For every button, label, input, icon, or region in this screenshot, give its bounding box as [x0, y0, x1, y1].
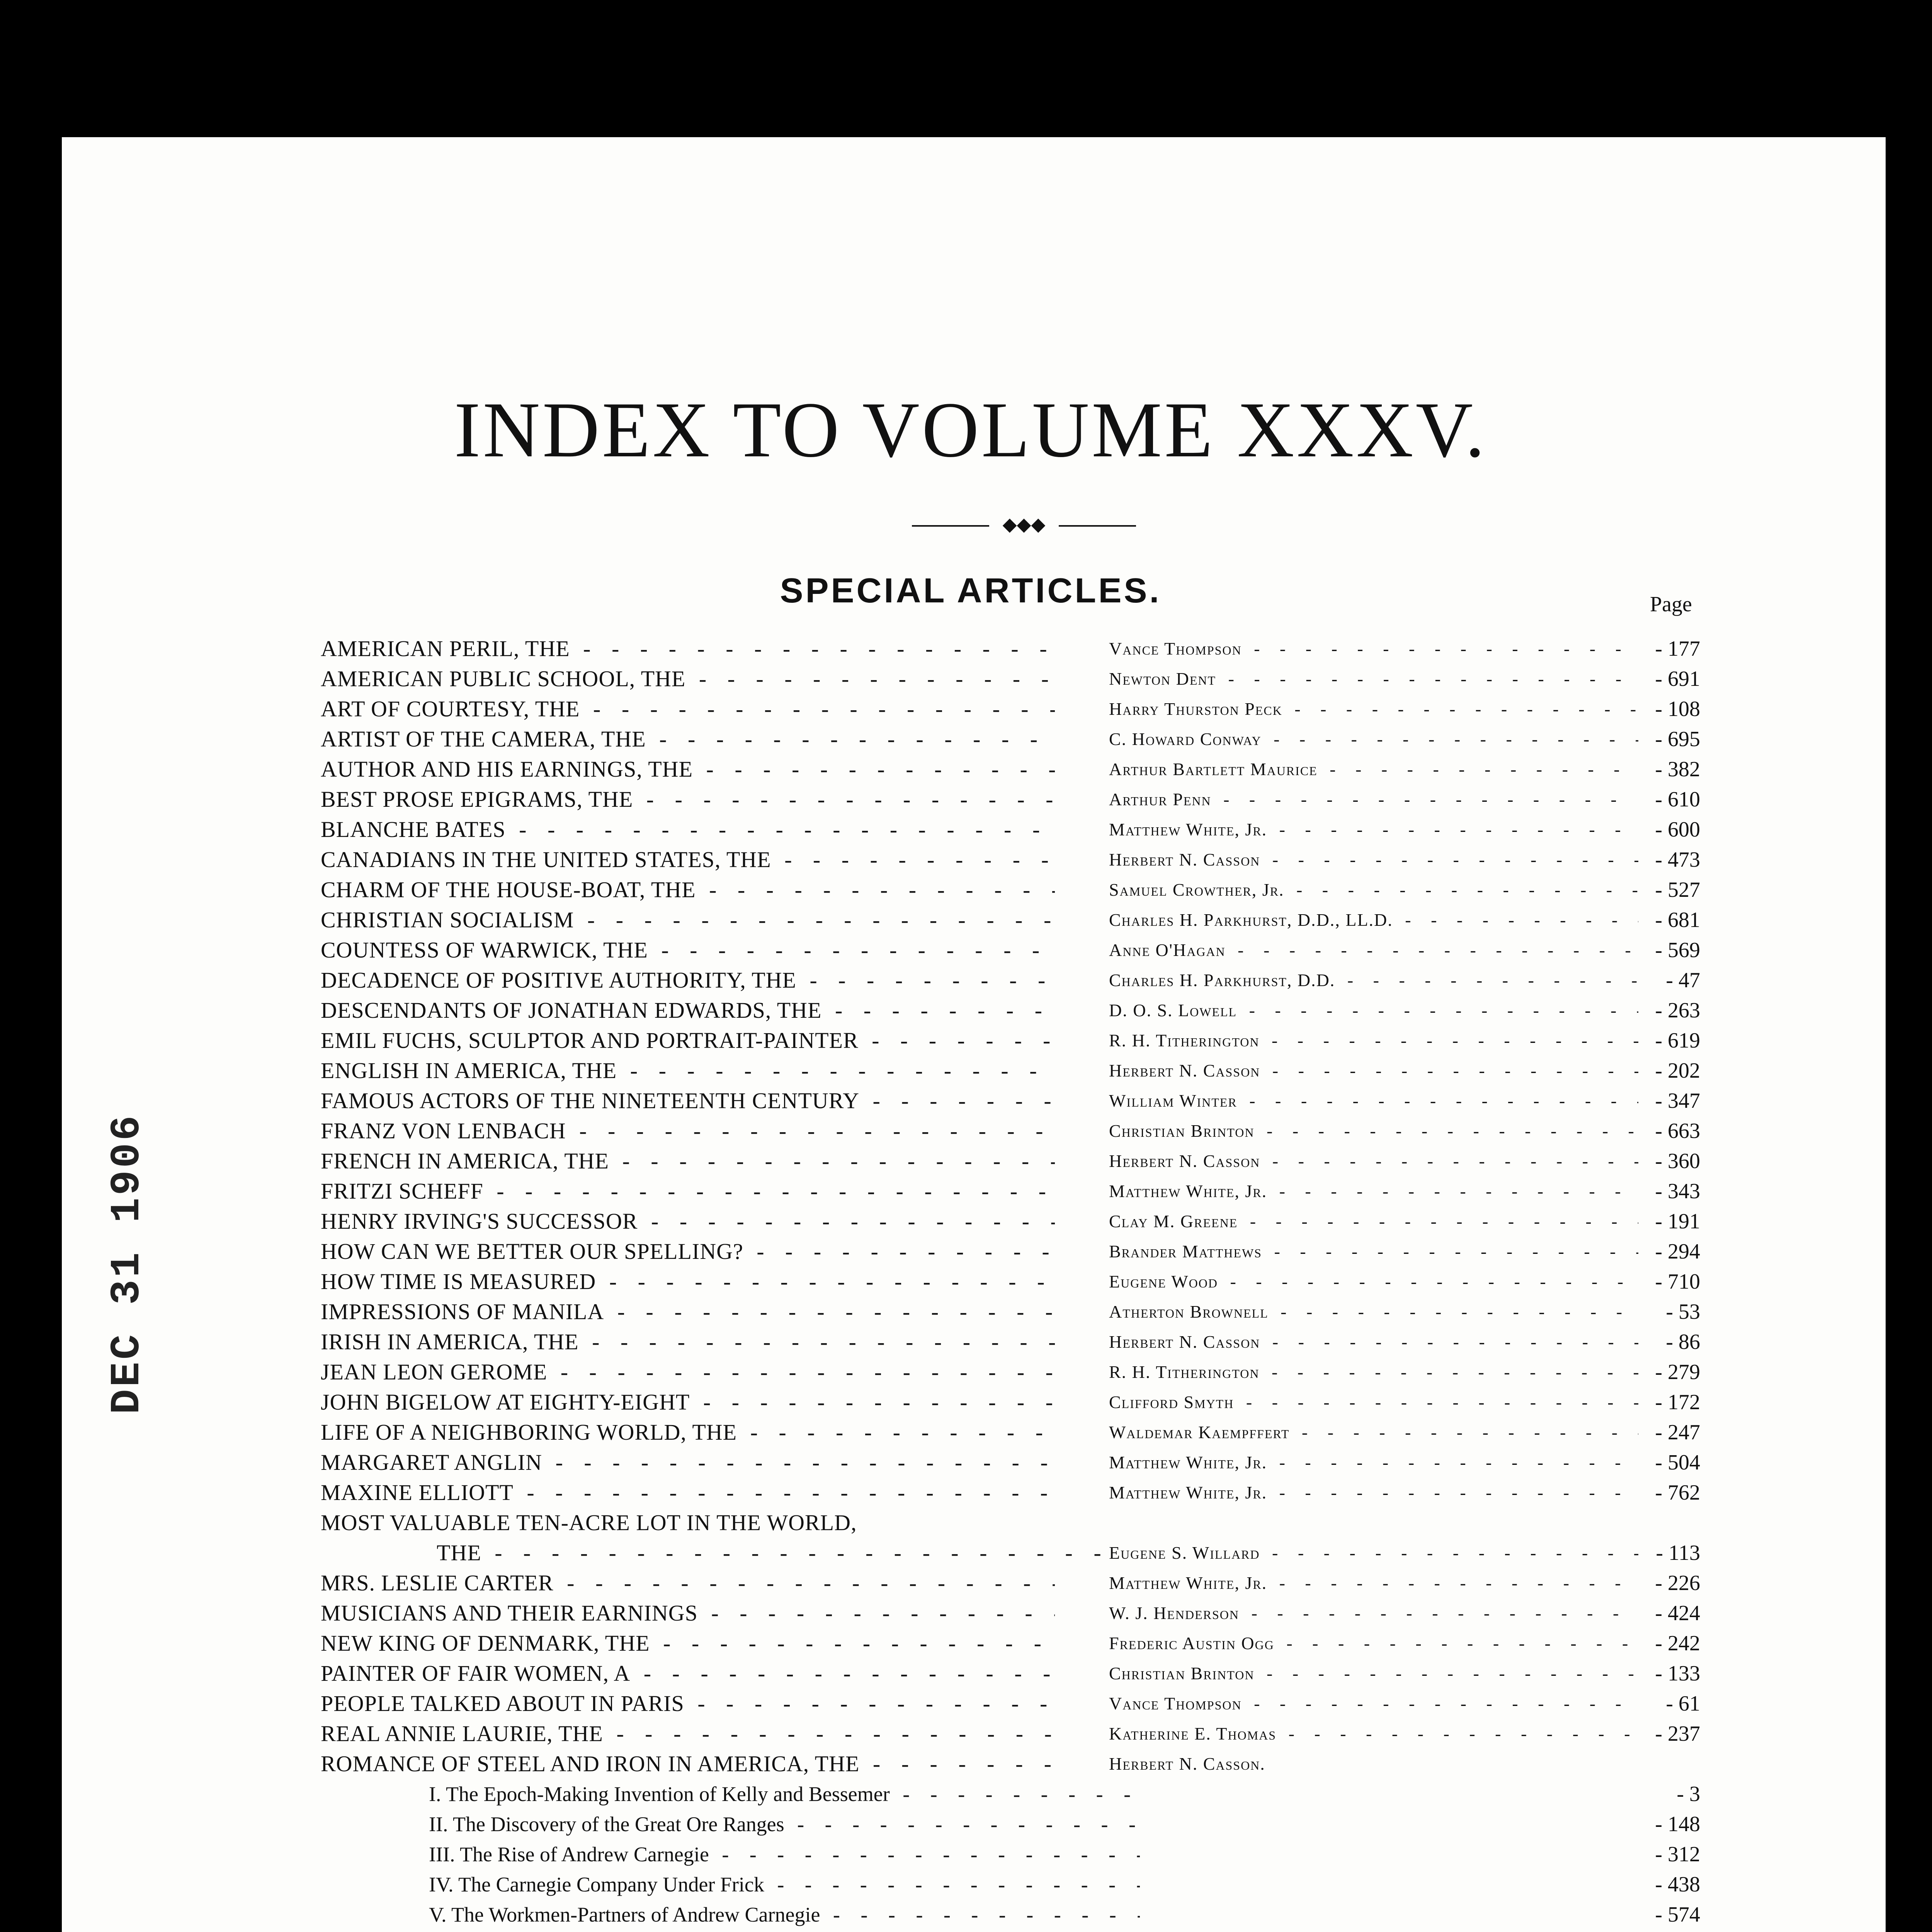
entry-page: - 247 [1631, 1417, 1700, 1447]
page-title: INDEX TO VOLUME XXXV. [454, 386, 1487, 474]
entry-page: - 172 [1631, 1387, 1700, 1417]
index-entry [0, 724, 1932, 754]
entry-author: Matthew White, Jr. - - [1109, 1478, 1638, 1508]
date-stamp: DEC 31 1906 [104, 1113, 151, 1414]
index-entry [0, 1267, 1932, 1297]
entry-title: I. The Epoch-Making Invention of Kelly and Bessemer - - [429, 1779, 1140, 1809]
entry-title: ARTIST OF THE CAMERA, THE - - [321, 724, 1055, 754]
index-entry [0, 875, 1932, 905]
entry-author: Arthur Penn - - [1109, 784, 1638, 815]
entry-author: Samuel Crowther, Jr. - - [1109, 875, 1638, 905]
index-entry [0, 995, 1932, 1026]
entry-page: - 504 [1631, 1447, 1700, 1478]
entry-author: Matthew White, Jr. - - [1109, 1176, 1638, 1206]
entry-page: - 312 [1631, 1839, 1700, 1869]
entry-title: BLANCHE BATES - - [321, 815, 1055, 845]
entry-page: - 133 [1631, 1658, 1700, 1689]
entry-author: W. J. Henderson - - [1109, 1598, 1638, 1628]
entry-author: Frederic Austin Ogg - - [1109, 1628, 1638, 1658]
entry-author: Katherine E. Thomas - - [1109, 1719, 1638, 1749]
entry-author: Eugene S. Willard - - [1109, 1538, 1638, 1568]
entry-page: - 202 [1631, 1056, 1700, 1086]
index-entry [0, 1930, 1932, 1932]
ornament-rule-left [912, 525, 989, 527]
entry-page: - 347 [1631, 1086, 1700, 1116]
entry-author: D. O. S. Lowell - - [1109, 995, 1638, 1026]
entry-title: FRENCH IN AMERICA, THE - - [321, 1146, 1055, 1176]
entry-title: III. The Rise of Andrew Carnegie - - [429, 1839, 1140, 1869]
entry-author: Harry Thurston Peck - - [1109, 694, 1638, 724]
entry-title: ART OF COURTESY, THE - - [321, 694, 1055, 724]
entry-author: Anne O'Hagan - - [1109, 935, 1638, 965]
entry-title: FAMOUS ACTORS OF THE NINETEENTH CENTURY - - [321, 1086, 1055, 1116]
entry-title: ROMANCE OF STEEL AND IRON IN AMERICA, THE - - [321, 1749, 1055, 1779]
index-entry [0, 1086, 1932, 1116]
index-entry [0, 1598, 1932, 1628]
entry-page: - 663 [1631, 1116, 1700, 1146]
index-entry [0, 1146, 1932, 1176]
entry-page: - 473 [1631, 845, 1700, 875]
index-entry [0, 1689, 1932, 1719]
entry-page: - 360 [1631, 1146, 1700, 1176]
index-entry [0, 1900, 1932, 1930]
entry-title: AMERICAN PUBLIC SCHOOL, THE - - [321, 664, 1055, 694]
entry-author: Eugene Wood - - [1109, 1267, 1638, 1297]
index-entry [0, 754, 1932, 784]
entry-title: DESCENDANTS OF JONATHAN EDWARDS, THE - - [321, 995, 1055, 1026]
entry-title: LIFE OF A NEIGHBORING WORLD, THE - - [321, 1417, 1055, 1447]
index-entry [0, 1658, 1932, 1689]
index-entry [0, 1628, 1932, 1658]
index-entry [0, 1869, 1932, 1900]
entry-author: Herbert N. Casson - - [1109, 1056, 1638, 1086]
entry-title: MOST VALUABLE TEN-ACRE LOT IN THE WORLD, [321, 1510, 857, 1535]
entry-author: Matthew White, Jr. - - [1109, 815, 1638, 845]
entry-title: MAXINE ELLIOTT - - [321, 1478, 1055, 1508]
index-entry [0, 1447, 1932, 1478]
entry-title: BEST PROSE EPIGRAMS, THE - - [321, 784, 1055, 815]
entry-author: Newton Dent - - [1109, 664, 1638, 694]
index-entry [0, 694, 1932, 724]
entry-author: R. H. Titherington - - [1109, 1357, 1638, 1387]
entry-title: FRITZI SCHEFF - - [321, 1176, 1055, 1206]
entry-title: IMPRESSIONS OF MANILA - - [321, 1297, 1055, 1327]
entry-author: R. H. Titherington - - [1109, 1026, 1638, 1056]
entry-title: NEW KING OF DENMARK, THE - - [321, 1628, 1055, 1658]
entry-title: HOW CAN WE BETTER OUR SPELLING? - - [321, 1236, 1055, 1267]
entry-author: Matthew White, Jr. - - [1109, 1447, 1638, 1478]
entry-author: William Winter - - [1109, 1086, 1638, 1116]
entry-page: - 53 [1631, 1297, 1700, 1327]
entry-title: MUSICIANS AND THEIR EARNINGS - - [321, 1598, 1055, 1628]
index-entry [0, 1116, 1932, 1146]
entry-author: Christian Brinton - - [1109, 1658, 1638, 1689]
entry-title: REAL ANNIE LAURIE, THE - - [321, 1719, 1055, 1749]
page-column-heading: Page [1650, 592, 1692, 616]
entry-author: Herbert N. Casson - - [1109, 845, 1638, 875]
entry-author: Matthew White, Jr. - - [1109, 1568, 1638, 1598]
index-entry [0, 1719, 1932, 1749]
entry-title: DECADENCE OF POSITIVE AUTHORITY, THE - - [321, 965, 1055, 995]
index-entry [0, 664, 1932, 694]
entry-author: Herbert N. Casson - - [1109, 1327, 1638, 1357]
entry-title: AUTHOR AND HIS EARNINGS, THE - - [321, 754, 1055, 784]
entry-page: - 424 [1631, 1598, 1700, 1628]
entry-title: MRS. LESLIE CARTER - - [321, 1568, 1055, 1598]
entry-page: - 762 [1631, 1478, 1700, 1508]
entry-title: CANADIANS IN THE UNITED STATES, THE - - [321, 845, 1055, 875]
entry-page: - 691 [1631, 664, 1700, 694]
entry-title: JOHN BIGELOW AT EIGHTY-EIGHT - - [321, 1387, 1055, 1417]
index-entry [0, 1417, 1932, 1447]
entry-page: - 681 [1631, 905, 1700, 935]
index-entry [0, 1508, 1932, 1538]
entry-title: CHRISTIAN SOCIALISM - - [321, 905, 1055, 935]
entry-page: - 343 [1631, 1176, 1700, 1206]
entry-author: C. Howard Conway - - [1109, 724, 1638, 754]
entry-title: II. The Discovery of the Great Ore Ranges - - [429, 1809, 1140, 1839]
entry-page: - 695 [1631, 724, 1700, 754]
entry-title [429, 1930, 1140, 1932]
index-entry [0, 905, 1932, 935]
entry-title: IRISH IN AMERICA, THE - - [321, 1327, 1055, 1357]
entry-page: - 226 [1631, 1568, 1700, 1598]
entry-title: THE - - [437, 1538, 1171, 1568]
entry-page [1631, 1930, 1700, 1932]
index-entry [0, 935, 1932, 965]
entry-title: PAINTER OF FAIR WOMEN, A - - [321, 1658, 1055, 1689]
entry-author: Charles H. Parkhurst, D.D., LL.D. - - [1109, 905, 1638, 935]
entry-title: MARGARET ANGLIN - - [321, 1447, 1055, 1478]
index-entry [0, 1779, 1932, 1809]
entry-author: Atherton Brownell - - [1109, 1297, 1638, 1327]
index-entry [0, 1357, 1932, 1387]
entry-title: FRANZ VON LENBACH - - [321, 1116, 1055, 1146]
entry-author: Clay M. Greene - - [1109, 1206, 1638, 1236]
entry-author: Clifford Smyth - - [1109, 1387, 1638, 1417]
entry-title: COUNTESS OF WARWICK, THE - - [321, 935, 1055, 965]
index-entry [0, 634, 1932, 664]
entry-author: Vance Thompson - - [1109, 1689, 1638, 1719]
entry-page: - 279 [1631, 1357, 1700, 1387]
entry-title: PEOPLE TALKED ABOUT IN PARIS - - [321, 1689, 1055, 1719]
index-entry [0, 1478, 1932, 1508]
index-entry [0, 1839, 1932, 1869]
entry-page: - 113 [1631, 1538, 1700, 1568]
index-entry [0, 965, 1932, 995]
index-entry [0, 1749, 1932, 1779]
entry-author: Herbert N. Casson. [1109, 1754, 1265, 1774]
entry-title: AMERICAN PERIL, THE - - [321, 634, 1055, 664]
index-entry [0, 845, 1932, 875]
entry-page: - 610 [1631, 784, 1700, 815]
ornament-dots: ◆◆◆ [1002, 514, 1046, 535]
index-entry [0, 1568, 1932, 1598]
entry-title: HOW TIME IS MEASURED - - [321, 1267, 1055, 1297]
entry-page: - 527 [1631, 875, 1700, 905]
entry-title: V. The Workmen-Partners of Andrew Carnegie - - [429, 1900, 1140, 1930]
entry-page: - 574 [1631, 1900, 1700, 1930]
index-entry [0, 1206, 1932, 1236]
special-articles-heading: SPECIAL ARTICLES. [780, 571, 1162, 610]
entry-page: - 237 [1631, 1719, 1700, 1749]
entry-author: Christian Brinton - - [1109, 1116, 1638, 1146]
entry-page: - 710 [1631, 1267, 1700, 1297]
entry-author: Vance Thompson - - [1109, 634, 1638, 664]
entry-page: - 294 [1631, 1236, 1700, 1267]
entry-page: - 600 [1631, 815, 1700, 845]
entry-author: Herbert N. Casson - - [1109, 1146, 1638, 1176]
entry-page: - 86 [1631, 1327, 1700, 1357]
entry-page: - 263 [1631, 995, 1700, 1026]
entry-title: JEAN LEON GEROME - - [321, 1357, 1055, 1387]
ornament-rule-right [1059, 525, 1136, 527]
index-entry [0, 1327, 1932, 1357]
entry-author: Brander Matthews - - [1109, 1236, 1638, 1267]
index-entry [0, 1236, 1932, 1267]
index-entry [0, 1026, 1932, 1056]
entry-page: - 619 [1631, 1026, 1700, 1056]
entry-page: - 242 [1631, 1628, 1700, 1658]
entry-author: Charles H. Parkhurst, D.D. - - [1109, 965, 1638, 995]
entry-page: - 148 [1631, 1809, 1700, 1839]
entry-page: - 177 [1631, 634, 1700, 664]
index-entry [0, 1297, 1932, 1327]
entry-title: IV. The Carnegie Company Under Frick - - [429, 1869, 1140, 1900]
index-entry [0, 1176, 1932, 1206]
index-entry [0, 1538, 1932, 1568]
entry-author: Arthur Bartlett Maurice - - [1109, 754, 1638, 784]
index-entry [0, 1056, 1932, 1086]
entry-page: - 191 [1631, 1206, 1700, 1236]
entry-page: - 569 [1631, 935, 1700, 965]
title-ornament [912, 514, 1136, 535]
entry-page: - 61 [1631, 1689, 1700, 1719]
index-entry [0, 1387, 1932, 1417]
entry-title: ENGLISH IN AMERICA, THE - - [321, 1056, 1055, 1086]
index-entry [0, 784, 1932, 815]
entry-page: - 382 [1631, 754, 1700, 784]
index-entry [0, 815, 1932, 845]
entry-page: - 47 [1631, 965, 1700, 995]
index-entry [0, 1809, 1932, 1839]
entry-page: - 438 [1631, 1869, 1700, 1900]
entry-page: - 108 [1631, 694, 1700, 724]
entry-title: EMIL FUCHS, SCULPTOR AND PORTRAIT-PAINTER - - [321, 1026, 1055, 1056]
entry-title: CHARM OF THE HOUSE-BOAT, THE - - [321, 875, 1055, 905]
entry-title: HENRY IRVING'S SUCCESSOR - - [321, 1206, 1055, 1236]
entry-author: Waldemar Kaempffert - - [1109, 1417, 1638, 1447]
entry-page: - 3 [1631, 1779, 1700, 1809]
